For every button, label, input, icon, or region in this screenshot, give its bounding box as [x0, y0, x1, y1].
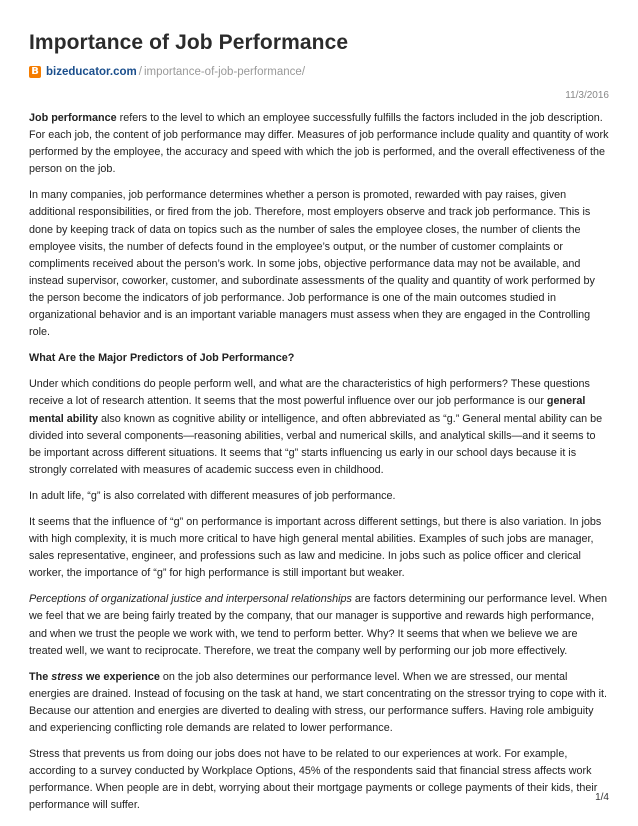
paragraph-7-text: on the job also determines our performance level. When we are stressed, our mental energies are drained. Instead of focusing on the task at hand, we start concentrating on the stressor trying to cope with it. Because our attention and energies are diverted to dealing with stress, our performance suffers. Having role ambiguity and experiencing conflicting role demands are related to lower performance.	[29, 670, 607, 734]
source-separator: /	[138, 66, 142, 78]
term-stress: stress	[51, 670, 84, 683]
paragraph-3-after: also known as cognitive ability or intelligence, and often abbreviated as “g.” General mental ability can be divided into several components—reasoning abilities, verbal and numerical skills, and analytical skills—and it seems to be important across different situations. It seems that “g” starts influencing us early in our school days because it is strongly correlated with measures of academic success even in childhood.	[29, 412, 603, 476]
paragraph-3-before: Under which conditions do people perform well, and what are the characteristics of high performers? These questions receive a lot of research attention. It seems that the most powerful influence over our job performance is our	[29, 378, 590, 408]
paragraph-7	[29, 669, 609, 737]
term-stress-prefix: The	[29, 670, 52, 683]
paragraph-6-text: are factors determining our performance level. When we feel that we are being fairly treated by the company, that our manager is supportive and rewards high performance, and when we trust the people we work with, we tend to perform better. Why? It seems that when we believe we are treated well, we want to reciprocate. Therefore, we treat the company well by performing our job more effectively.	[29, 593, 607, 657]
paragraph-2: In many companies, job performance determines whether a person is promoted, rewarded with pay raises, given additional responsibilities, or fired from the job. Therefore, most employers observe and track job performance. This is done by keeping track of data on topics such as the number of sales the employee closes, the number of clients the employee visits, the number of defects found in the employee’s output, or the number of customer complaints or compliments received about the person’s work. In some jobs, objective performance data may not be available, and instead supervisor, coworker, customer, and subordinate assessments of the quality and quantity of work performed by the person become the indicators of job performance. Job performance is one of the main outcomes studied in organizational behavior and is an important variable managers must assess when they are engaged in the Controlling role.	[29, 189, 595, 339]
paragraph-5: It seems that the influence of “g” on performance is important across different settings, but there is also variation. In jobs with high complexity, it is much more critical to have high general mental abilities. Examples of such jobs are manager, sales representative, engineer, and professions such as law and medicine. In jobs such as police officer and clerical worker, the importance of “g” for high performance is still important but weaker.	[29, 515, 602, 580]
source-line	[29, 66, 305, 78]
paragraph-6	[29, 591, 609, 659]
section-heading: What Are the Major Predictors of Job Performance?	[29, 352, 295, 365]
page-title: Importance of Job Performance	[29, 31, 349, 54]
term-job-performance: Job performance	[29, 112, 117, 124]
term-organizational-justice: Perceptions of organizational justice and interpersonal relationships	[29, 593, 352, 606]
blogger-icon: B	[29, 66, 41, 78]
page-number: 1/4	[595, 792, 609, 803]
paragraph-1-text: refers to the level to which an employee successfully fulfills the factors included in the job description. For each job, the content of job performance may differ. Measures of job performance include quality and quantity of work performed by the employee, the accuracy and speed with which the job is performed, and the overall effectiveness of the person on the job.	[29, 112, 609, 176]
article-body	[29, 110, 609, 823]
date-stamp: 11/3/2016	[565, 90, 609, 101]
source-domain-link[interactable]: bizeducator.com	[46, 66, 137, 78]
paragraph-8: Stress that prevents us from doing our jobs does not have to be related to our experiences at work. For example, according to a survey conducted by Workplace Options, 45% of the respondents said that financial stress affects work performance. When people are in debt, worrying about their mortgage payments or college payments of their kids, their performance will suffer.	[29, 748, 598, 812]
source-path-link[interactable]: importance-of-job-performance/	[143, 66, 306, 78]
term-general-mental-ability: general mental ability	[29, 395, 586, 425]
paragraph-4: In adult life, “g” is also correlated with different measures of job performance.	[29, 489, 396, 502]
term-stress-suffix: we experience	[83, 670, 160, 683]
paragraph-1	[29, 110, 609, 178]
paragraph-3	[29, 376, 609, 479]
